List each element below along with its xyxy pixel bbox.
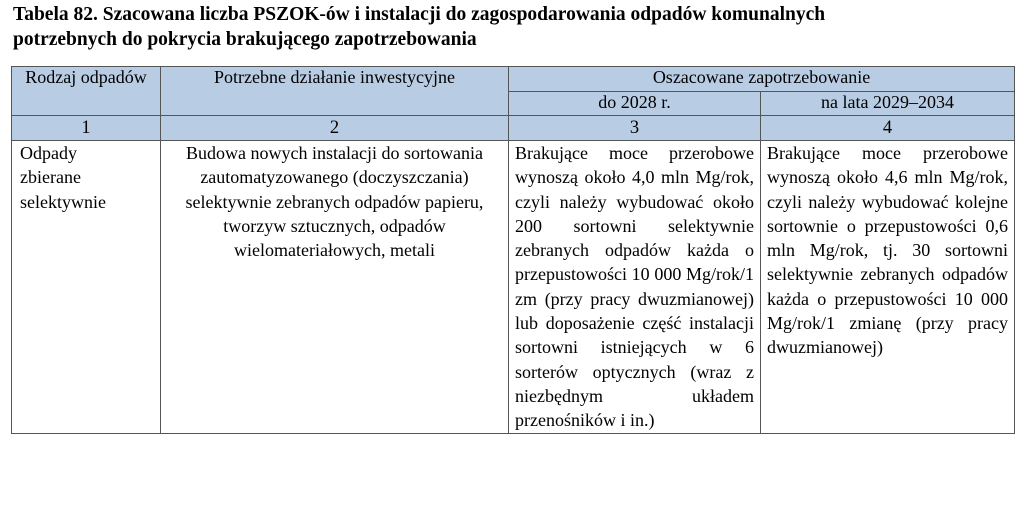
data-table — [11, 66, 1015, 434]
header-estimated-demand: Oszacowane zapotrzebowanie — [509, 67, 1015, 92]
cell-waste-type: Odpady zbierane selektywnie — [12, 141, 161, 434]
header-investment: Potrzebne działanie inwestycyjne — [161, 67, 509, 116]
caption-line-2: potrzebnych do pokrycia brakującego zapotrzebowania — [13, 29, 477, 50]
caption-line-1: Tabela 82. Szacowana liczba PSZOK-ów i instalacji do zagospodarowania odpadów komunalnych — [13, 4, 826, 25]
cell-investment: Budowa nowych instalacji do sortowania zautomatyzowanego (doczyszczania) selektywnie zebranych odpadów papieru, tworzyw sztucznych, odpadów wielomateriałowych, metali — [161, 141, 509, 434]
table-row — [12, 141, 1015, 434]
header-until-2028: do 2028 r. — [509, 91, 761, 116]
column-number-2: 2 — [161, 116, 509, 141]
cell-until-2028: Brakujące moce przerobowe wynoszą około 4,0 mln Mg/rok, czyli należy wybudować około 200 sortowni selektywnie zebranych odpadów każda o przepustowości 10 000 Mg/rok/1 zm (przy pracy dwuzmianowej) lub doposażenie część instalacji sortowni istniejących w 6 sorterów optycznych (wraz z niezbędnym układem przenośników i in.) — [509, 141, 761, 434]
header-row-1 — [12, 67, 1015, 92]
table-caption — [13, 2, 1013, 52]
column-number-1: 1 — [12, 116, 161, 141]
header-2029-2034: na lata 2029–2034 — [761, 91, 1015, 116]
column-number-3: 3 — [509, 116, 761, 141]
column-number-row — [12, 116, 1015, 141]
column-number-4: 4 — [761, 116, 1015, 141]
header-waste-type: Rodzaj odpadów — [12, 67, 161, 116]
cell-2029-2034: Brakujące moce przerobowe wynoszą około 4,6 mln Mg/rok, czyli należy wybudować kolejne sortownie o przepustowości 0,6 mln Mg/rok, tj. 30 sortowni selektywnie zebranych odpadów każda o przepustowości 10 000 Mg/rok/1 zmianę (przy pracy dwuzmianowej) — [761, 141, 1015, 434]
